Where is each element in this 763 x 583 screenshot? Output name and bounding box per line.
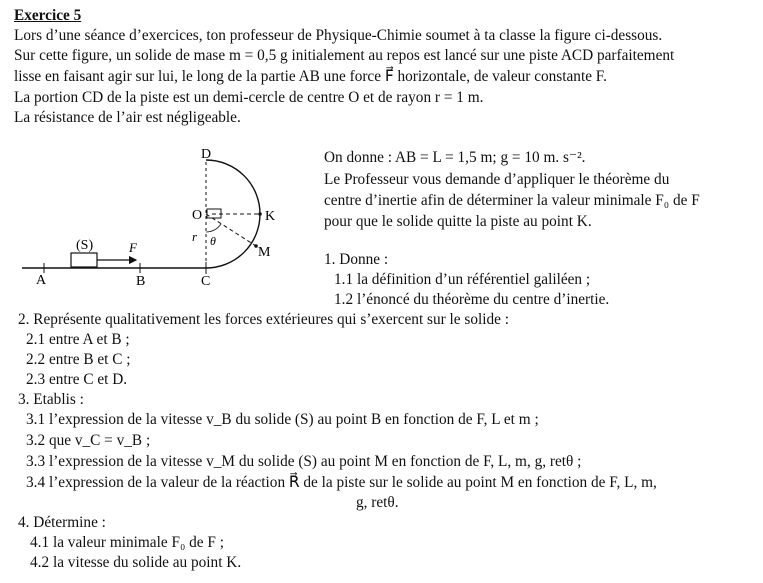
label-b: B bbox=[136, 274, 146, 289]
label-s: (S) bbox=[76, 238, 94, 253]
question-1: 1. Donne : bbox=[324, 251, 389, 268]
label-theta: θ bbox=[210, 234, 216, 248]
label-o: O bbox=[192, 208, 203, 223]
question-1-1: 1.1 la définition d’un référentiel galiléen ; bbox=[334, 271, 591, 288]
intro-line: La portion CD de la piste est un demi-cercle de centre O et de rayon r = 1 m. bbox=[14, 89, 484, 106]
point-k bbox=[258, 212, 262, 216]
label-c: C bbox=[201, 274, 211, 289]
label-k: K bbox=[265, 209, 276, 224]
label-r: r bbox=[192, 229, 198, 244]
question-4: 4. Détermine : bbox=[18, 514, 106, 531]
given-line: centre d’inertie afin de déterminer la valeur minimale F₀ de F bbox=[324, 192, 700, 209]
intro-line: Sur cette figure, un solide de mase m = 0,5 g initialement au repos est lancé sur une piste ACD parfaitement bbox=[14, 47, 675, 64]
intro-line: lisse en faisant agir sur lui, le long de la partie AB une force F⃗ horizontale, de valeur constante F. bbox=[14, 68, 607, 85]
question-3-4: 3.4 l’expression de la valeur de la réaction R⃗ de la piste sur le solide au point M en fonction de F, L, m, bbox=[26, 474, 657, 491]
given-line: pour que le solide quitte la piste au point K. bbox=[324, 213, 592, 230]
label-m: M bbox=[258, 245, 271, 260]
track-figure bbox=[14, 148, 304, 298]
question-2-2: 2.2 entre B et C ; bbox=[26, 351, 131, 368]
question-3-4-cont: g, retθ. bbox=[356, 494, 399, 511]
question-2-3: 2.3 entre C et D. bbox=[26, 371, 128, 388]
label-f: F⃗ bbox=[129, 240, 148, 255]
question-2-1: 2.1 entre A et B ; bbox=[26, 331, 130, 348]
solid-s bbox=[71, 253, 97, 267]
question-2: 2. Représente qualitativement les forces extérieures qui s’exercent sur le solide : bbox=[18, 311, 510, 328]
exercise-title: Exercice 5 bbox=[14, 7, 82, 24]
intro-line: La résistance de l’air est négligeable. bbox=[14, 109, 241, 126]
question-3-1: 3.1 l’expression de la vitesse v_B du solide (S) au point B en fonction de F, L et m ; bbox=[26, 411, 539, 428]
given-line: Le Professeur vous demande d’appliquer le théorème du bbox=[324, 171, 670, 188]
angle-arc bbox=[206, 224, 221, 232]
question-4-1: 4.1 la valeur minimale F₀ de F ; bbox=[30, 534, 224, 551]
label-a: A bbox=[36, 273, 47, 288]
question-4-2: 4.2 la vitesse du solide au point K. bbox=[30, 554, 242, 571]
question-3-3: 3.3 l’expression de la vitesse v_M du solide (S) au point M en fonction de F, L, m, g, retθ ; bbox=[26, 453, 582, 470]
label-d: D bbox=[201, 148, 212, 162]
question-3: 3. Etablis : bbox=[18, 391, 84, 408]
question-3-2: 3.2 que v_C = v_B ; bbox=[26, 432, 151, 449]
question-1-2: 1.2 l’énoncé du théorème du centre d’inertie. bbox=[334, 291, 610, 308]
intro-line: Lors d’une séance d’exercices, ton professeur de Physique-Chimie soumet à ta classe la figure ci-dessous. bbox=[14, 27, 663, 44]
given-line: On donne : AB = L = 1,5 m; g = 10 m. s⁻². bbox=[324, 149, 586, 166]
